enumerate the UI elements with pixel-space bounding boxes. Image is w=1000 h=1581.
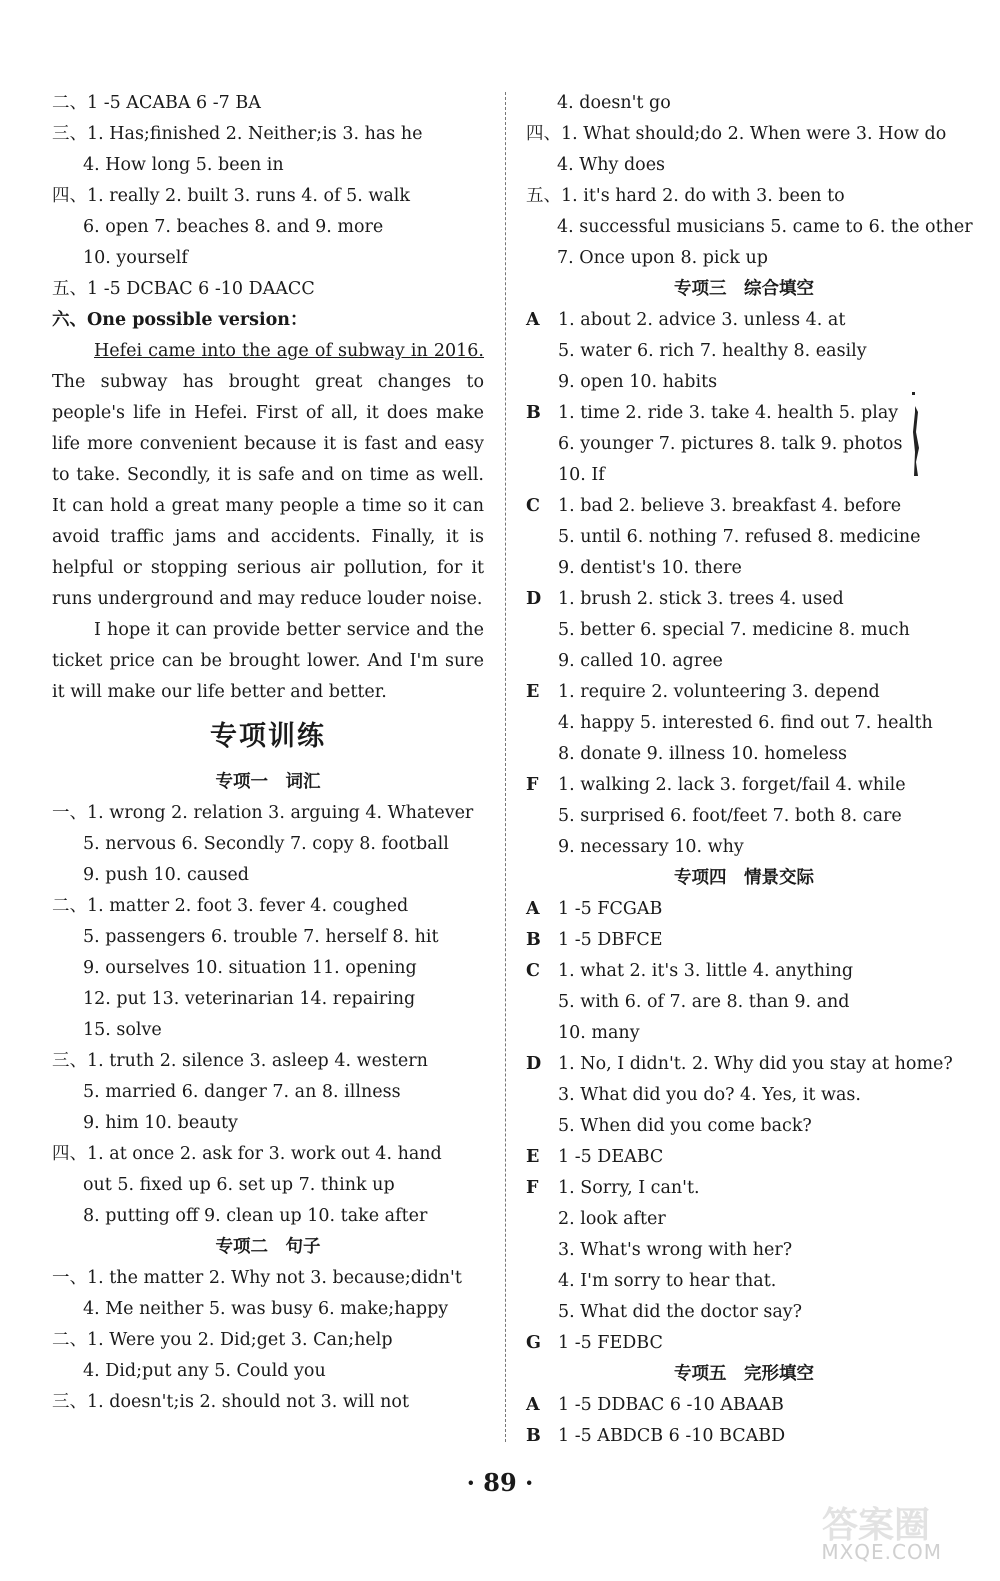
answer-row <box>526 1204 962 1235</box>
row-answers: 2. look after <box>558 1209 666 1229</box>
answer-row <box>526 1390 962 1421</box>
answer-line: 二、1 -5 ACABA 6 -7 BA <box>52 93 261 113</box>
section4-title: 专项四 情景交际 <box>674 868 814 888</box>
essay-underlined-sentence: Hefei came into the age of subway in 2016. <box>94 341 484 361</box>
answer-row <box>526 336 962 367</box>
section4-rows <box>526 894 962 1359</box>
row-answers: 1 -5 DDBAC 6 -10 ABAAB <box>558 1395 784 1415</box>
row-answers: 5. better 6. special 7. medicine 8. much <box>558 620 910 640</box>
row-label <box>526 615 558 646</box>
left-answer-lines <box>52 88 484 305</box>
big-title: 专项训练 <box>210 721 326 752</box>
answer-line: 10. yourself <box>83 248 188 268</box>
row-label: E <box>526 682 540 702</box>
answer-row <box>526 1018 962 1049</box>
answer-row <box>526 1266 962 1297</box>
column-divider <box>505 92 506 1442</box>
row-label <box>526 1018 558 1049</box>
answer-row <box>526 739 962 770</box>
row-label: F <box>526 775 539 795</box>
answer-line: 五、1. it's hard 2. do with 3. been to <box>526 186 845 206</box>
row-label <box>526 987 558 1018</box>
row-answers: 1. bad 2. believe 3. breakfast 4. before <box>558 496 902 516</box>
row-label <box>526 429 558 460</box>
answer-row <box>526 491 962 522</box>
answer-line: 15. solve <box>83 1020 162 1040</box>
answer-line: 4. doesn't go <box>557 93 671 113</box>
row-answers: 1. require 2. volunteering 3. depend <box>558 682 880 702</box>
answer-line: 4. Did;put any 5. Could you <box>83 1361 326 1381</box>
row-answers: 1 -5 DBFCE <box>558 930 663 950</box>
essay-paragraph-2: I hope it can provide better service and the ticket price can be brought lower. And I'm sure it will make our life better and better. <box>52 620 484 702</box>
row-answers: 1. about 2. advice 3. unless 4. at <box>558 310 846 330</box>
answer-line: 9. him 10. beauty <box>83 1113 238 1133</box>
answer-line: out 5. fixed up 6. set up 7. think up <box>83 1175 395 1195</box>
row-label <box>526 1080 558 1111</box>
row-answers: 9. open 10. habits <box>558 372 718 392</box>
row-answers: 4. happy 5. interested 6. find out 7. health <box>558 713 933 733</box>
answer-line: 7. Once upon 8. pick up <box>557 248 768 268</box>
answer-row <box>526 1297 962 1328</box>
answer-row <box>526 1173 962 1204</box>
row-label: E <box>526 1147 540 1167</box>
answer-row <box>526 708 962 739</box>
section3-rows <box>526 305 962 863</box>
row-label <box>526 1235 558 1266</box>
row-answers: 1 -5 FEDBC <box>558 1333 663 1353</box>
row-answers: 1. No, I didn't. 2. Why did you stay at home? <box>558 1054 953 1074</box>
answer-line: 9. ourselves 10. situation 11. opening <box>83 958 417 978</box>
row-answers: 1. brush 2. stick 3. trees 4. used <box>558 589 844 609</box>
answer-line: 4. successful musicians 5. came to 6. the other <box>557 217 973 237</box>
row-answers: 5. water 6. rich 7. healthy 8. easily <box>558 341 867 361</box>
row-label: C <box>526 496 540 516</box>
answer-line: 三、1. truth 2. silence 3. asleep 4. western <box>52 1051 428 1071</box>
row-answers: 1 -5 FCGAB <box>558 899 663 919</box>
row-answers: 10. many <box>558 1023 640 1043</box>
row-answers: 1 -5 DEABC <box>558 1147 664 1167</box>
answer-row <box>526 956 962 987</box>
answer-row <box>526 1421 962 1452</box>
row-answers: 8. donate 9. illness 10. homeless <box>558 744 847 764</box>
answer-row <box>526 770 962 801</box>
row-answers: 10. If <box>558 465 605 485</box>
answer-row <box>526 460 962 491</box>
row-label <box>526 1111 558 1142</box>
essay-paragraph-1 <box>52 336 484 615</box>
row-answers: 5. with 6. of 7. are 8. than 9. and <box>558 992 850 1012</box>
answer-line: 4. How long 5. been in <box>83 155 284 175</box>
answer-line: 一、1. wrong 2. relation 3. arguing 4. Whatever <box>52 803 474 823</box>
row-label: A <box>526 310 540 330</box>
answer-row <box>526 305 962 336</box>
answer-line: 4. Me neither 5. was busy 6. make;happy <box>83 1299 449 1319</box>
answer-line: 5. passengers 6. trouble 7. herself 8. hit <box>83 927 439 947</box>
answer-row <box>526 522 962 553</box>
answer-line: 三、1. doesn't;is 2. should not 3. will not <box>52 1392 409 1412</box>
row-label <box>526 739 558 770</box>
row-label <box>526 1297 558 1328</box>
row-answers: 5. surprised 6. foot/feet 7. both 8. care <box>558 806 902 826</box>
row-label: G <box>526 1333 541 1353</box>
watermark-url: MXQE.COM <box>821 1540 942 1564</box>
answer-line: 5. married 6. danger 7. an 8. illness <box>83 1082 401 1102</box>
answer-line: 5. nervous 6. Secondly 7. copy 8. football <box>83 834 449 854</box>
answer-line: 五、1 -5 DCBAC 6 -10 DAACC <box>52 279 315 299</box>
answer-line: 二、1. matter 2. foot 3. fever 4. coughed <box>52 896 409 916</box>
row-label: F <box>526 1178 539 1198</box>
section5-title: 专项五 完形填空 <box>674 1364 814 1384</box>
section5-rows <box>526 1390 962 1452</box>
answer-row <box>526 677 962 708</box>
answer-row <box>526 1235 962 1266</box>
answer-row <box>526 1142 962 1173</box>
row-answers: 1. what 2. it's 3. little 4. anything <box>558 961 854 981</box>
left-column <box>52 88 484 1418</box>
watermark-logo: 答案圈 <box>821 1505 930 1546</box>
section3-title: 专项三 综合填空 <box>674 279 814 299</box>
row-answers: 1. walking 2. lack 3. forget/fail 4. while <box>558 775 906 795</box>
row-label: A <box>526 899 540 919</box>
answer-row <box>526 1049 962 1080</box>
page-number: · 89 · <box>466 1468 534 1497</box>
section2-lines <box>52 1263 484 1418</box>
right-answer-lines <box>526 88 973 274</box>
answer-row <box>526 367 962 398</box>
row-answers: 9. called 10. agree <box>558 651 723 671</box>
row-answers: 5. What did the doctor say? <box>558 1302 803 1322</box>
row-label <box>526 336 558 367</box>
essay-lead: 六、One possible version： <box>52 310 308 330</box>
answer-row <box>526 894 962 925</box>
row-answers: 5. until 6. nothing 7. refused 8. medicine <box>558 527 921 547</box>
section2-title: 专项二 句子 <box>215 1237 321 1257</box>
row-label: C <box>526 961 540 981</box>
section1-lines <box>52 798 484 1232</box>
right-column <box>526 88 973 1452</box>
row-answers: 4. I'm sorry to hear that. <box>558 1271 777 1291</box>
row-answers: 9. dentist's 10. there <box>558 558 742 578</box>
answer-line: 四、1. What should;do 2. When were 3. How do <box>526 124 947 144</box>
row-answers: 1. Sorry, I can't. <box>558 1178 700 1198</box>
row-label: A <box>526 1395 540 1415</box>
row-answers: 1. time 2. ride 3. take 4. health 5. play <box>558 403 899 423</box>
row-label <box>526 801 558 832</box>
answer-line: 四、1. really 2. built 3. runs 4. of 5. walk <box>52 186 410 206</box>
answer-row <box>526 832 962 863</box>
row-label <box>526 553 558 584</box>
row-label: D <box>526 589 542 609</box>
row-answers: 3. What's wrong with her? <box>558 1240 793 1260</box>
row-label <box>526 460 558 491</box>
answer-row <box>526 429 962 460</box>
row-label: B <box>526 1426 541 1446</box>
answer-row <box>526 553 962 584</box>
answer-row <box>526 987 962 1018</box>
answer-row <box>526 1328 962 1359</box>
row-label <box>526 1266 558 1297</box>
row-label <box>526 646 558 677</box>
ink-smudge <box>912 392 920 476</box>
answer-line: 一、1. the matter 2. Why not 3. because;didn't <box>52 1268 462 1288</box>
row-label: B <box>526 403 541 423</box>
row-label <box>526 708 558 739</box>
answer-line: 8. putting off 9. clean up 10. take after <box>83 1206 428 1226</box>
row-label <box>526 367 558 398</box>
answer-line: 四、1. at once 2. ask for 3. work out 4. hand <box>52 1144 442 1164</box>
section1-title: 专项一 词汇 <box>215 772 321 792</box>
answer-row <box>526 801 962 832</box>
row-answers: 1 -5 ABDCB 6 -10 BCABD <box>558 1426 786 1446</box>
row-answers: 5. When did you come back? <box>558 1116 812 1136</box>
row-answers: 3. What did you do? 4. Yes, it was. <box>558 1085 861 1105</box>
answer-row <box>526 615 962 646</box>
row-label: B <box>526 930 541 950</box>
row-label: D <box>526 1054 542 1074</box>
row-label <box>526 1204 558 1235</box>
answer-row <box>526 584 962 615</box>
essay <box>52 336 484 708</box>
answer-line: 9. push 10. caused <box>83 865 249 885</box>
answer-line: 4. Why does <box>557 155 666 175</box>
answer-row <box>526 1111 962 1142</box>
answer-row <box>526 646 962 677</box>
answer-line: 二、1. Were you 2. Did;get 3. Can;help <box>52 1330 393 1350</box>
answer-row <box>526 925 962 956</box>
answer-line: 6. open 7. beaches 8. and 9. more <box>83 217 384 237</box>
answer-row <box>526 398 962 429</box>
answer-line: 12. put 13. veterinarian 14. repairing <box>83 989 416 1009</box>
essay-paragraph-1-rest: The subway has brought great changes to people's life in Hefei. First of all, it does make life more convenient because it is fast and easy to take. Secondly, it is safe and on time as well. It can hold a great many people a time so it can avoid traffic jams and accidents. Finally, it is helpful or stopping serious air pollution, for it runs underground and may reduce louder noise. <box>52 372 484 609</box>
answer-line: 三、1. Has;finished 2. Neither;is 3. has he <box>52 124 423 144</box>
answer-row <box>526 1080 962 1111</box>
row-answers: 9. necessary 10. why <box>558 837 744 857</box>
row-label <box>526 832 558 863</box>
row-answers: 6. younger 7. pictures 8. talk 9. photos <box>558 434 903 454</box>
row-label <box>526 522 558 553</box>
